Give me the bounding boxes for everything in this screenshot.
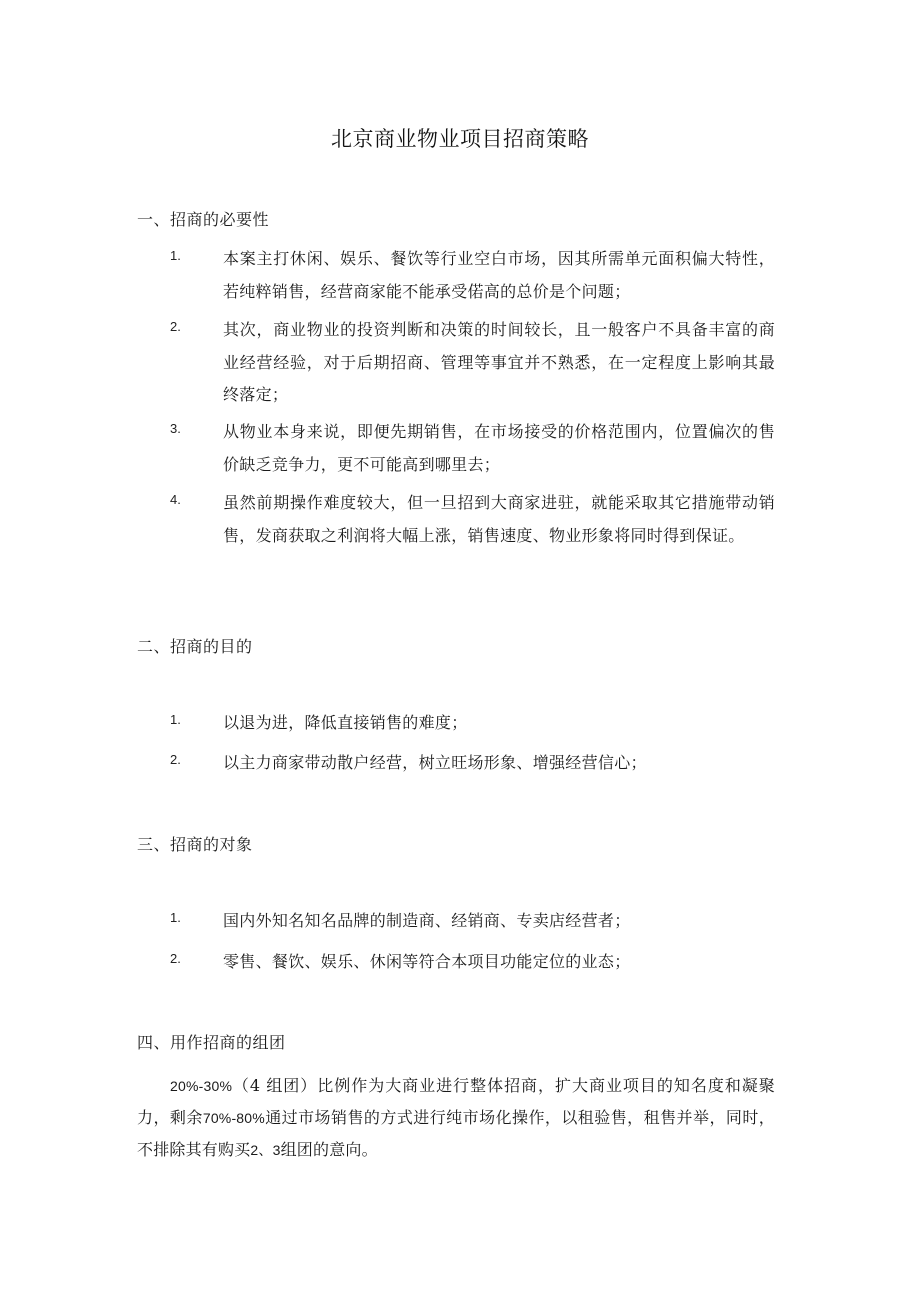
list-item-text: 国内外知名知名品牌的制造商、经销商、专卖店经营者；	[223, 911, 631, 930]
list-item-number: 1.	[170, 248, 181, 263]
list-item-text: 其次，商业物业的投资判断和决策的时间较长，且一般客户不具备丰富的商业经营经验，对于后期招商、管理等事宜并不熟悉，在一定程度上影响其最终落定；	[223, 320, 775, 404]
section-heading-2: 二、招商的目的	[137, 637, 253, 656]
list-item-number: 4.	[170, 492, 181, 507]
paragraph-text: 比例作为大商业进行整体招商，扩大商业项目的知名度和凝聚力，剩余	[137, 1076, 775, 1127]
list-item-text: 虽然前期操作难度较大，但一旦招到大商家进驻，就能采取其它措施带动销售，发商获取之利润将大幅上涨，销售速度、物业形象将同时得到保证。	[223, 493, 775, 545]
group-count: （4 组团）	[232, 1076, 318, 1095]
percentage-range: 70%-80%	[202, 1110, 265, 1126]
list-item-text: 零售、餐饮、娱乐、休闲等符合本项目功能定位的业态；	[223, 952, 631, 971]
section-heading-1: 一、招商的必要性	[137, 210, 270, 229]
list-item-number: 3.	[170, 421, 181, 436]
section-heading-3: 三、招商的对象	[137, 835, 253, 854]
paragraph-text: 组团的意向。	[280, 1140, 378, 1159]
section-heading-4: 四、用作招商的组团	[137, 1033, 286, 1052]
list-item-number: 1.	[170, 910, 181, 925]
list-item-number: 2.	[170, 319, 181, 334]
list-item-number: 1.	[170, 712, 181, 727]
percentage-range: 20%-30%	[170, 1078, 233, 1094]
list-item-text: 以主力商家带动散户经营，树立旺场形象、增强经营信心；	[223, 753, 647, 772]
paragraph-text: 通过市场销售的方式进行纯市场化操作，以租验售，租售并举，同时，不排除其有购买	[137, 1108, 775, 1159]
list-item-text: 从物业本身来说，即便先期销售，在市场接受的价格范围内，位置偏次的售价缺乏竞争力，更不可能高到哪里去；	[223, 422, 775, 474]
group-numbers: 2、3	[250, 1142, 281, 1158]
list-item-text: 以退为进，降低直接销售的难度；	[223, 713, 468, 732]
list-item-number: 2.	[170, 752, 181, 767]
document-title: 北京商业物业项目招商策略	[331, 127, 589, 151]
list-item-number: 2.	[170, 951, 181, 966]
body-paragraph	[137, 1070, 775, 1166]
list-item-text: 本案主打休闲、娱乐、餐饮等行业空白市场，因其所需单元面积偏大特性，若纯粹销售，经营商家能不能承受偌高的总价是个问题；	[223, 249, 775, 301]
